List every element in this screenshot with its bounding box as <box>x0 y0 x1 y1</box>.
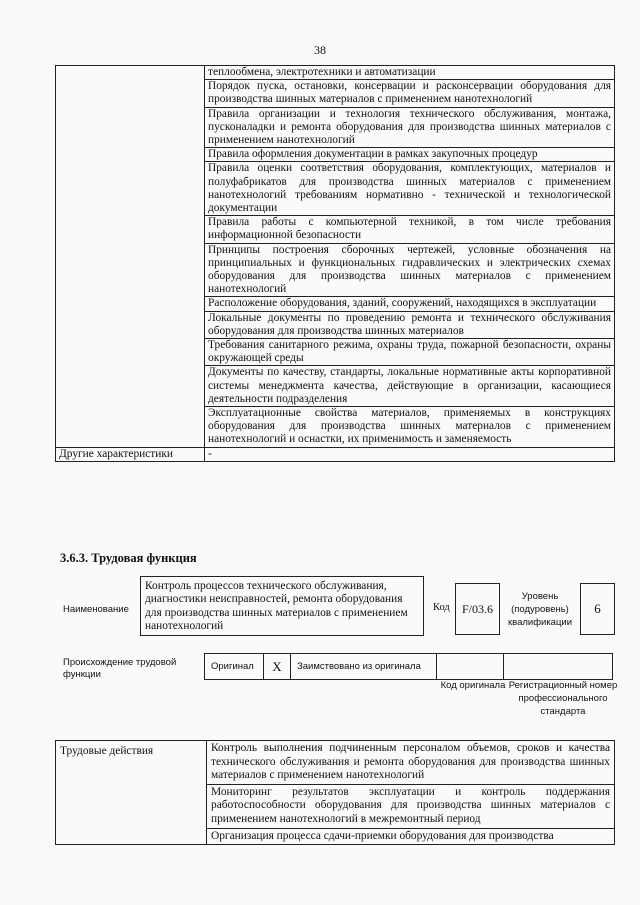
actions-label: Трудовые действия <box>56 741 207 845</box>
empty-label-cell <box>56 66 205 448</box>
table-row <box>56 66 615 80</box>
origin-mark-cell: X <box>263 653 291 680</box>
table-row <box>56 447 615 461</box>
origin-code-cell <box>436 653 504 680</box>
section-title: 3.6.3. Трудовая функция <box>60 551 197 565</box>
requirement-item: Правила организации и технология технического обслуживания, монтажа, пусконаладки и ремонта оборудования для производства шинных материалов с применением нанотехнологий <box>205 107 615 148</box>
action-item: Контроль выполнения подчиненным персоналом объемов, сроков и качества технического обслуживания и ремонта оборудования для производства шинных материалов с применением нанотехнологий <box>207 741 615 785</box>
actions-table <box>55 740 615 845</box>
requirements-table <box>55 65 615 462</box>
origin-label: Происхождение трудовой функции <box>63 657 177 680</box>
origin-borrowed-cell: Заимствовано из оригинала <box>290 653 437 680</box>
requirement-item: Требования санитарного режима, охраны труда, пожарной безопасности, охраны окружающей среды <box>205 339 615 366</box>
name-label: Наименование <box>63 604 129 615</box>
requirement-item: Документы по качеству, стандарты, локальные нормативные акты корпоративной системы менеджмента качества, действующие в организации, касающиеся деятельности подразделения <box>205 366 615 407</box>
origin-row <box>205 653 613 680</box>
code-original-caption: Код оригинала <box>440 680 506 691</box>
requirement-item: Локальные документы по проведению ремонта и технического обслуживания оборудования для производства шинных материалов <box>205 311 615 338</box>
origin-reg-number-cell <box>503 653 613 680</box>
qualification-level-box: 6 <box>580 583 615 635</box>
function-code-box: F/03.6 <box>455 583 500 635</box>
requirement-item: Правила оценки соответствия оборудования, комплектующих, материалов и полуфабрикатов для производства шинных материалов с применением нанотехнологий требованиям нормативно - технической и технологической документации <box>205 162 615 216</box>
other-characteristics-value: - <box>205 447 615 461</box>
action-item: Мониторинг результатов эксплуатации и контроль поддержания работоспособности оборудования для производства шинных материалов с применением нанотехнологий в межремонтный период <box>207 784 615 828</box>
requirement-item: Эксплуатационные свойства материалов, применяемых в конструкциях оборудования для производства шинных материалов с применением нанотехнологий и оснастки, их применимость и заменяемость <box>205 407 615 448</box>
requirement-item: Расположение оборудования, зданий, сооружений, находящихся в эксплуатации <box>205 297 615 311</box>
function-name-box: Контроль процессов технического обслуживания, диагностики неисправностей, ремонта оборудования для производства шинных материалов с применением нанотехнологий <box>140 576 424 636</box>
requirement-item: теплообмена, электротехники и автоматизации <box>205 66 615 80</box>
requirement-item: Правила оформления документации в рамках закупочных процедур <box>205 148 615 162</box>
table-row <box>56 741 615 785</box>
other-characteristics-label: Другие характеристики <box>56 447 205 461</box>
reg-number-caption: Регистрационный номер профессионального стандарта <box>508 680 618 717</box>
action-item: Организация процесса сдачи-приемки оборудования для производства <box>207 828 615 845</box>
origin-original-cell: Оригинал <box>204 653 264 680</box>
code-label: Код <box>433 602 450 613</box>
requirement-item: Принципы построения сборочных чертежей, условные обозначения на принципиальных и функциональных гидравлических и электрических схемах оборудования для производства шинных материалов с применением нанотехнологий <box>205 243 615 297</box>
requirement-item: Порядок пуска, остановки, консервации и расконсервации оборудования для производства шинных материалов с применением нанотехнологий <box>205 80 615 107</box>
page-number: 38 <box>314 43 326 57</box>
requirement-item: Правила работы с компьютерной техникой, в том числе требования информационной безопасности <box>205 216 615 243</box>
qualification-level-label: Уровень (подуровень) квалификации <box>507 591 573 628</box>
